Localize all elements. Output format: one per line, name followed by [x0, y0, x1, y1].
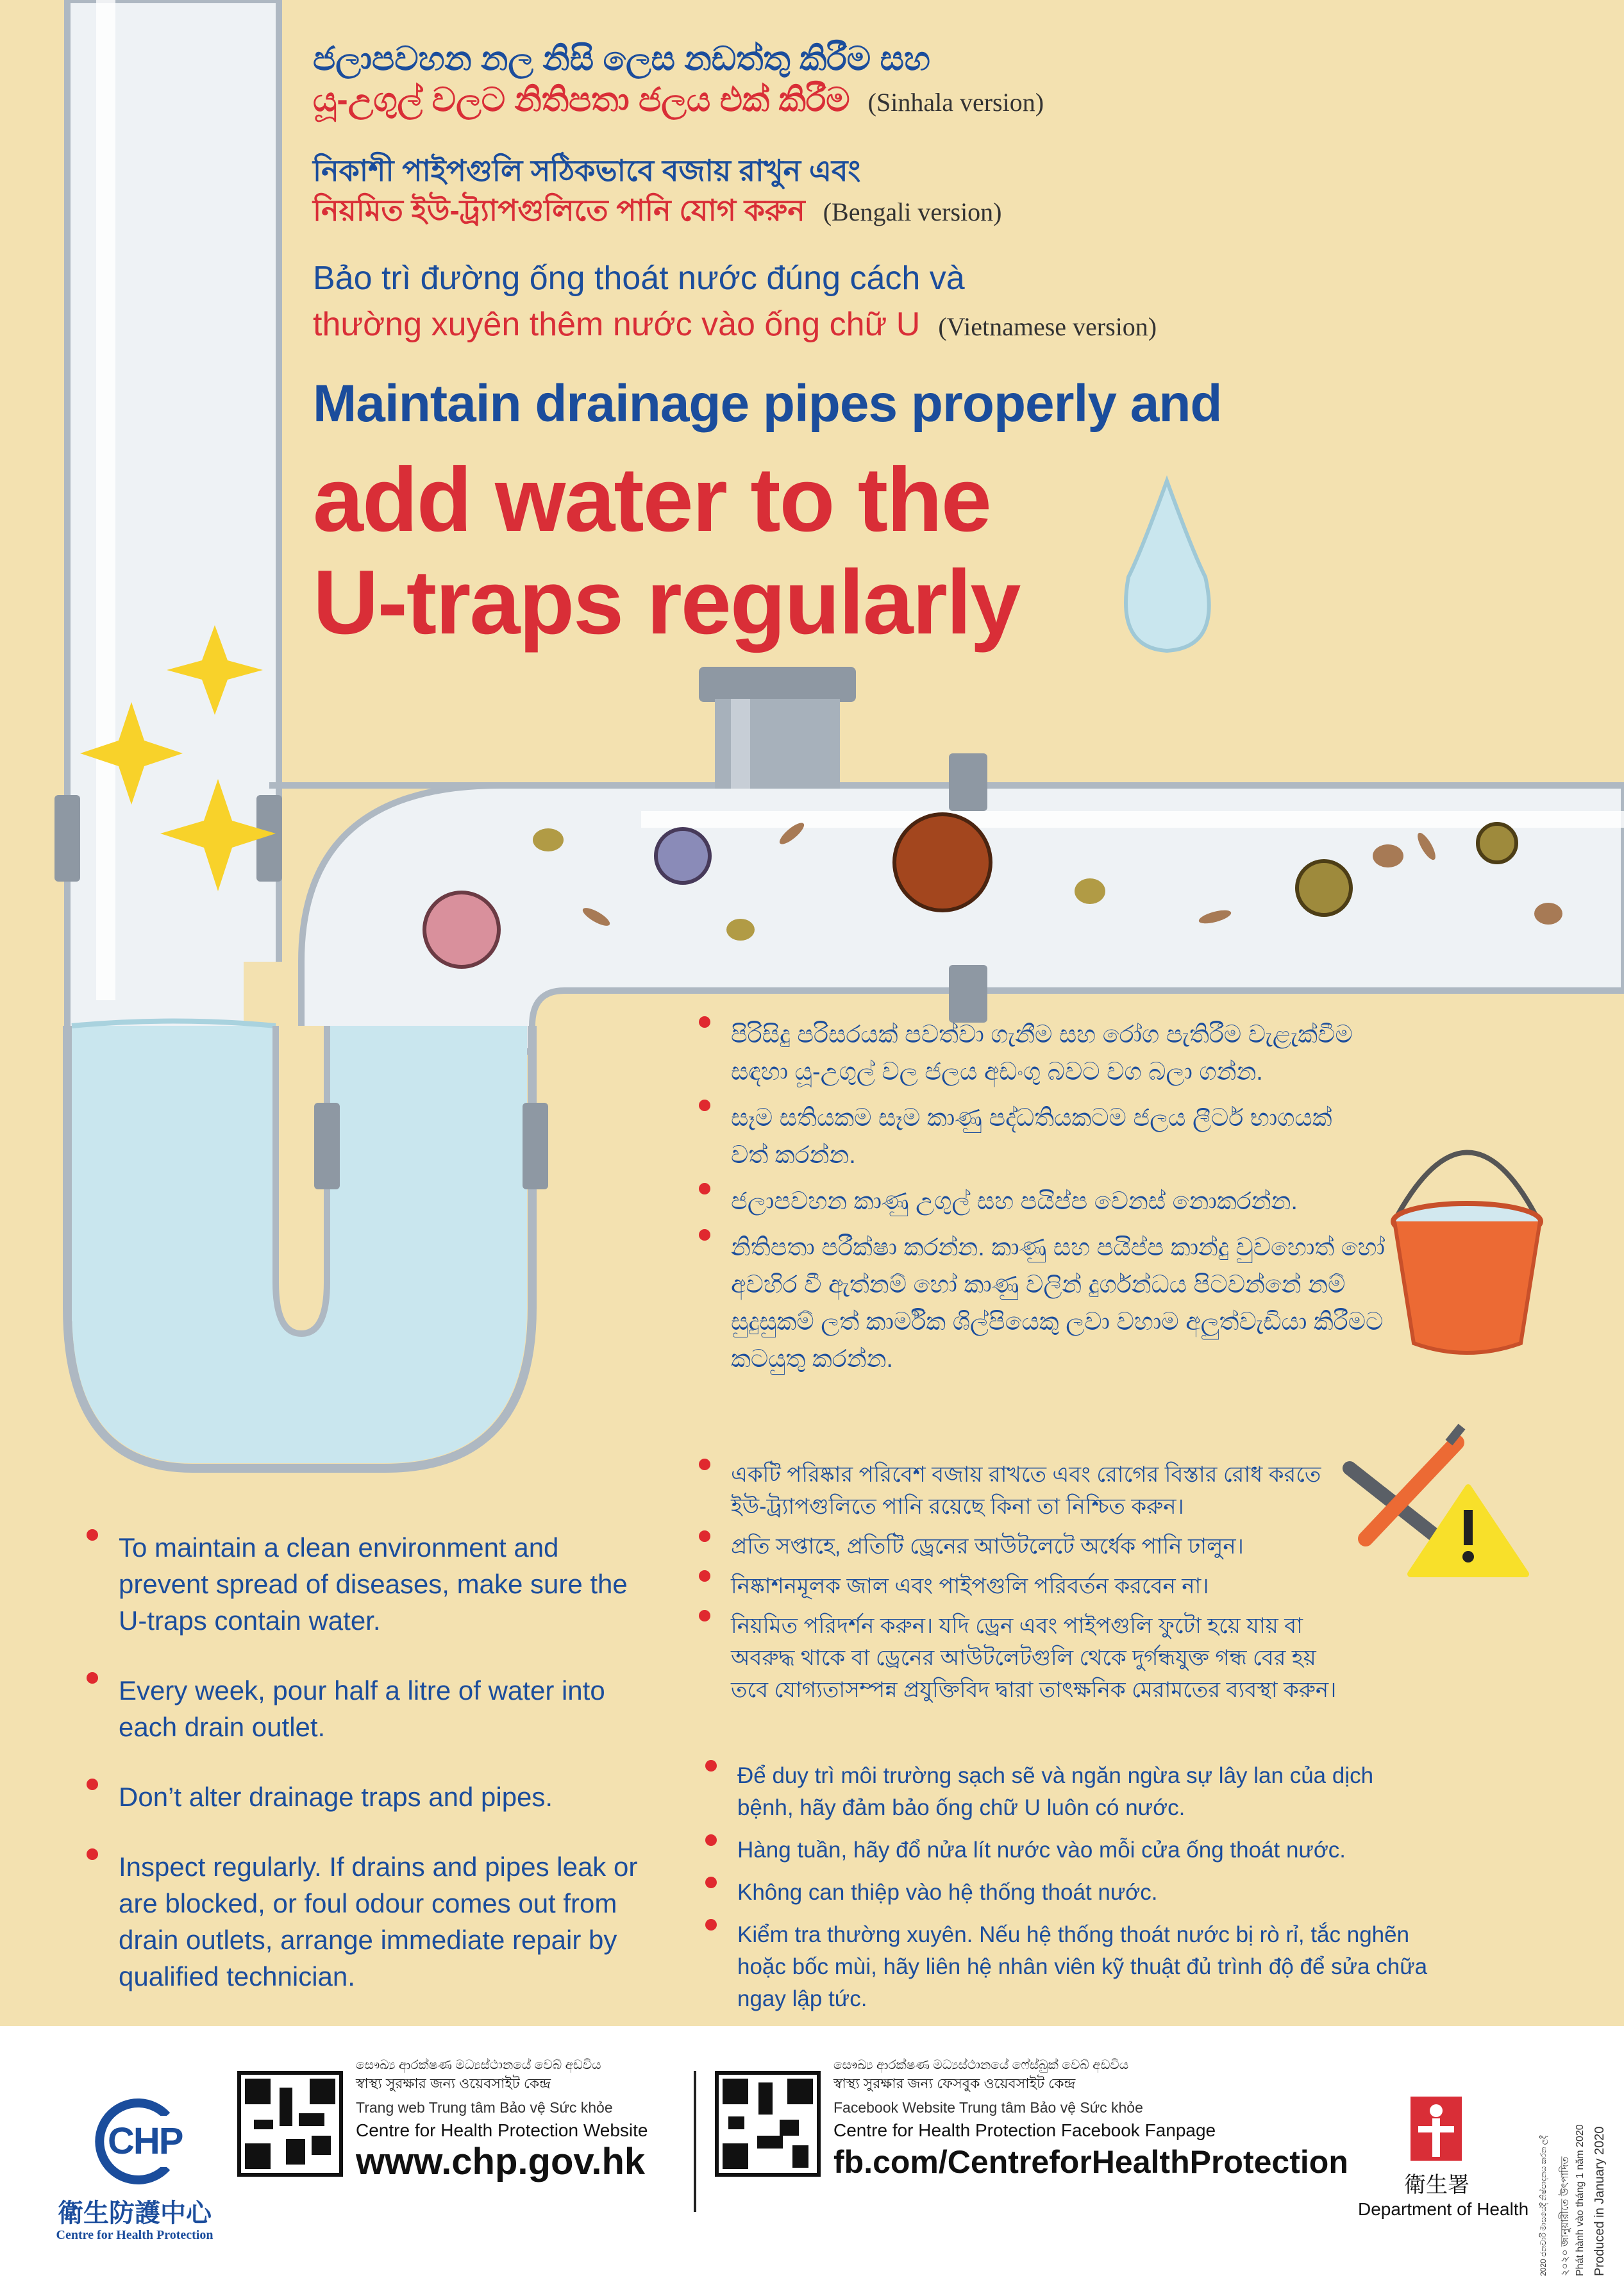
facebook-qr-code[interactable]: [715, 2071, 821, 2177]
sinhala-title: [313, 38, 1044, 123]
bucket-icon: [1393, 1153, 1541, 1353]
chp-logo-text: CHP: [108, 2120, 183, 2162]
website-qr-code[interactable]: [237, 2071, 343, 2177]
vietnamese-title-line2: thường xuyên thêm nước vào ống chữ U: [313, 306, 921, 343]
list-item: প্রতি সপ্তাহে, প্রতিটি ড্রেনের আউটলেটে অর্ধেক পানি ঢালুন।: [699, 1530, 1340, 1562]
english-title-line3: U-traps regularly: [313, 551, 1020, 653]
chp-logo: [51, 2097, 218, 2250]
bengali-title-line1: নিকাশী পাইপগুলি সঠিকভাবে বজায় রাখুন এবং: [313, 154, 861, 187]
list-item: Inspect regularly. If drains and pipes leak or are blocked, or foul odour comes out from drain outlets, arrange immediate repair by qualified technician.: [87, 1848, 651, 1995]
english-title-line1: Maintain drainage pipes properly and: [313, 374, 1222, 433]
website-info: [356, 2058, 689, 2183]
list-item: নিষ্কাশনমূলক জাল এবং পাইপগুলি পরিবর্তন করবেন না।: [699, 1570, 1340, 1602]
list-item: Don’t alter drainage traps and pipes.: [87, 1779, 651, 1815]
facebook-label-vietnamese: Facebook Website Trung tâm Bảo vệ Sức khỏe: [833, 2099, 1143, 2116]
bengali-bullet-list: [699, 1459, 1340, 1706]
english-title-line2: add water to the: [313, 449, 991, 551]
chp-chinese-name: 衛生防護中心: [58, 2199, 212, 2227]
bengali-title: [313, 151, 1002, 232]
list-item: පිරිසිදු පරිසරයක් පවත්වා ගැනීම සහ රෝග පැතිරීම වැළැක්වීම සඳහා යූ-උගුල් වල ජලය අඩංගු බවට වග බලා ගන්න.: [699, 1016, 1411, 1091]
sinhala-bullet-list: [699, 1016, 1411, 1378]
facebook-label-english: Centre for Health Protection Facebook Fanpage: [833, 2120, 1216, 2140]
list-item: Every week, pour half a litre of water into each drain outlet.: [87, 1672, 651, 1745]
produced-bengali: ২০২০ জানুয়ারীতে উৎপাদিত: [1560, 2156, 1571, 2276]
vietnamese-title: [313, 255, 1157, 350]
bengali-version-tag: (Bengali version): [823, 197, 1002, 226]
website-url-link[interactable]: www.chp.gov.hk: [356, 2141, 646, 2182]
produced-sinhala: 2020 ජනවාරි මාසයේදී නිෂ්පාදනය කරන ලදී: [1539, 2135, 1548, 2276]
list-item: To maintain a clean environment and prevent spread of diseases, make sure the U-traps contain water.: [87, 1529, 651, 1639]
list-item: ජලාපවහන කාණු උගුල් සහ පයිප්ප වෙනස් නොකරන්න.: [699, 1183, 1411, 1220]
list-item: Hàng tuần, hãy đổ nửa lít nước vào mỗi cửa ống thoát nước.: [705, 1834, 1430, 1866]
vietnamese-version-tag: (Vietnamese version): [938, 312, 1157, 341]
doh-chinese-name: 衛生署: [1404, 2173, 1469, 2197]
doh-emblem-icon: [1411, 2097, 1462, 2161]
facebook-url-link[interactable]: fb.com/CentreforHealthProtection: [833, 2144, 1348, 2180]
list-item: Để duy trì môi trường sạch sẽ và ngăn ngừa sự lây lan của dịch bệnh, hãy đảm bảo ống chữ U luôn có nước.: [705, 1760, 1430, 1824]
footer-divider: [694, 2071, 696, 2212]
produced-vietnamese: Phát hành vào tháng 1 năm 2020: [1575, 2124, 1586, 2276]
vietnamese-title-line1: Bảo trì đường ống thoát nước đúng cách và: [313, 260, 965, 297]
list-item: Kiểm tra thường xuyên. Nếu hệ thống thoát nước bị rò rỉ, tắc nghẽn hoặc bốc mùi, hãy liên hệ nhân viên kỹ thuật đủ trình độ để sửa chữa ngay lập tức.: [705, 1919, 1430, 2015]
department-of-health-logo: [1346, 2097, 1539, 2244]
list-item: නිතිපතා පරීක්ෂා කරන්න. කාණු සහ පයිප්ප කාන්දු වුවහොත් හෝ අවහිර වී ඇත්නම් හෝ කාණු වලින් දුර්ගන්ධය පිටවන්නේ නම් සුදුසුකම් ලත් කාර්මික ශිල්පියෙකු ලවා වහාම අලුත්වැඩියා කිරීමට කටයුතු කරන්න.: [699, 1229, 1411, 1378]
sinhala-title-line1: ජලාපවහන නල නිසි ලෙස නඩත්තු කිරීම සහ: [313, 40, 930, 78]
doh-english-name: Department of Health: [1358, 2199, 1529, 2219]
website-label-english: Centre for Health Protection Website: [356, 2120, 648, 2140]
facebook-label-bengali: স্বাস্থ্য সুরক্ষার জন্য ফেসবুক ওয়েবসাইট কেন্দ্র: [833, 2075, 1076, 2091]
facebook-label-sinhala: සෞඛ්‍ය ආරක්ෂණ මධ්‍යස්ථානයේ ෆේස්බුක් වෙබ් අඩවිය: [833, 2058, 1129, 2072]
water-drop-icon: [1126, 481, 1209, 651]
website-label-sinhala: සෞඛ්‍ය ආරක්ෂණ මධ්‍යස්ථානයේ වෙබ් අඩවිය: [356, 2058, 601, 2072]
footer: [0, 2026, 1624, 2287]
website-label-vietnamese: Trang web Trung tâm Bảo vệ Sức khỏe: [356, 2099, 613, 2116]
list-item: একটি পরিষ্কার পরিবেশ বজায় রাখতে এবং রোগের বিস্তার রোধ করতে ইউ-ট্র্যাপগুলিতে পানি রয়েছে কিনা তা নিশ্চিত করুন।: [699, 1459, 1340, 1523]
list-item: নিয়মিত পরিদর্শন করুন। যদি ড্রেন এবং পাইপগুলি ফুটো হয়ে যায় বা অবরুদ্ধ থাকে বা ড্রেনের আউটলেটগুলি থেকে দুর্গন্ধযুক্ত গন্ধ বের হয় তবে যোগ্যতাসম্পন্ন প্রযুক্তিবিদ দ্বারা তাৎক্ষনিক মেরামতের ব্যবস্থা করুন।: [699, 1610, 1340, 1706]
list-item: සෑම සතියකම සෑම කාණු පද්ධතියකටම ජලය ලීටර් භාගයක් වත් කරන්න.: [699, 1100, 1340, 1174]
bengali-title-line2: নিয়মিত ইউ-ট্র্যাপগুলিতে পানি যোগ করুন: [313, 194, 805, 227]
chp-english-name: Centre for Health Protection: [56, 2228, 213, 2242]
english-bullet-list: [87, 1529, 651, 1995]
produced-english: Produced in January 2020: [1593, 2126, 1607, 2276]
facebook-info: [833, 2058, 1411, 2183]
production-notes: [1539, 2039, 1616, 2283]
website-label-bengali: স্বাস্থ্য সুরক্ষার জন্য ওয়েবসাইট কেন্দ্র: [356, 2075, 551, 2091]
sinhala-title-line2: යූ-උගුල් වලට නිතිපතා ජලය එක් කිරීම: [313, 81, 850, 119]
list-item: Không can thiệp vào hệ thống thoát nước.: [705, 1877, 1430, 1909]
sinhala-version-tag: (Sinhala version): [867, 88, 1044, 117]
vietnamese-bullet-list: [705, 1760, 1430, 2015]
